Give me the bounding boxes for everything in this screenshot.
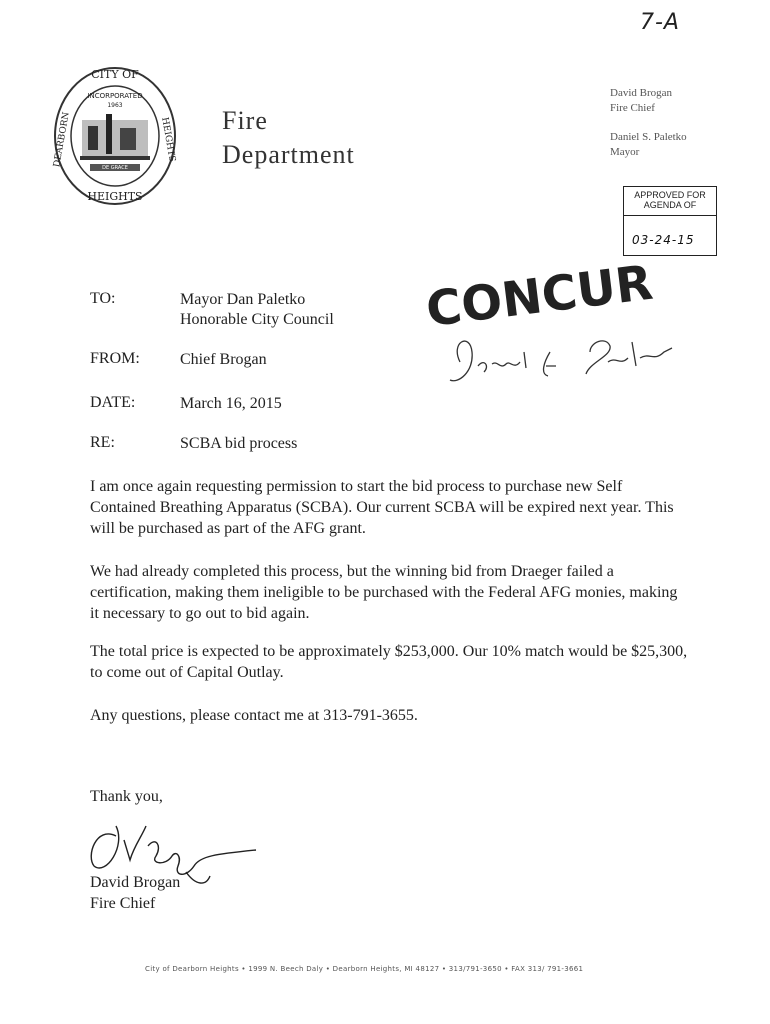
seal-ribbon: DE GRACE xyxy=(102,165,128,171)
approval-stamp-date: 03-24-15 xyxy=(632,233,695,247)
seal-banner-bottom: 1963 xyxy=(107,102,123,109)
signer-block xyxy=(90,872,180,914)
seal-bottom-text: HEIGHTS xyxy=(87,190,143,203)
department-title xyxy=(222,104,355,172)
approval-stamp xyxy=(623,186,717,256)
body-paragraph: We had already completed this process, but the winning bid from Draeger failed a certification, making them ineligible to be purchased with the Federal AFG monies, making it necessary to go out to bid again. xyxy=(90,563,678,622)
seal-banner-top: INCORPORATED xyxy=(87,92,143,100)
seal-left-text: DEARBORN xyxy=(52,111,72,169)
officials-block xyxy=(610,86,687,160)
seal-top-text: CITY OF xyxy=(91,68,139,81)
department-line-2: Department xyxy=(222,140,355,169)
body-paragraph: I am once again requesting permission to start the bid process to purchase new Self Contained Breathing Apparatus (SCBA). Our current SCBA will be expired next year. This will be purchased as part of the AFG grant. xyxy=(90,478,674,537)
department-line-1: Fire xyxy=(222,106,268,135)
closing: Thank you, xyxy=(90,788,163,805)
memo-date-value: March 16, 2015 xyxy=(180,395,282,412)
memo-to-label: TO: xyxy=(90,290,116,307)
memo-to-value-2: Honorable City Council xyxy=(180,311,334,328)
signer-name: David Brogan xyxy=(90,874,181,891)
signer-title: Fire Chief xyxy=(90,895,156,912)
footer-address: City of Dearborn Heights • 1999 N. Beech Daly • Dearborn Heights, MI 48127 • 313/791-3650 • FAX 313/ 791-3661 xyxy=(145,965,584,973)
official-title: Fire Chief xyxy=(610,102,655,114)
official-name: David Brogan xyxy=(610,87,673,99)
body-paragraph: Any questions, please contact me at 313-791-3655. xyxy=(90,707,418,724)
mayor-signature xyxy=(440,322,690,392)
city-seal xyxy=(50,62,180,212)
concur-stamp: CONCUR xyxy=(423,254,656,338)
memo-from-label: FROM: xyxy=(90,350,140,367)
memo-re-label: RE: xyxy=(90,434,115,451)
memo-date-label: DATE: xyxy=(90,394,136,411)
memo-from-value: Chief Brogan xyxy=(180,351,267,368)
official-name: Daniel S. Paletko xyxy=(610,131,687,143)
official-title: Mayor xyxy=(610,146,640,158)
page-number: 7-A xyxy=(640,10,680,35)
approval-stamp-label: APPROVED FOR AGENDA OF xyxy=(634,190,706,210)
seal-right-text: HEIGHTS xyxy=(159,116,177,163)
memo-re-value: SCBA bid process xyxy=(180,435,298,452)
memo-to-value-1: Mayor Dan Paletko xyxy=(180,291,306,308)
body-paragraph: The total price is expected to be approximately $253,000. Our 10% match would be $25,300, to come out of Capital Outlay. xyxy=(90,643,688,681)
